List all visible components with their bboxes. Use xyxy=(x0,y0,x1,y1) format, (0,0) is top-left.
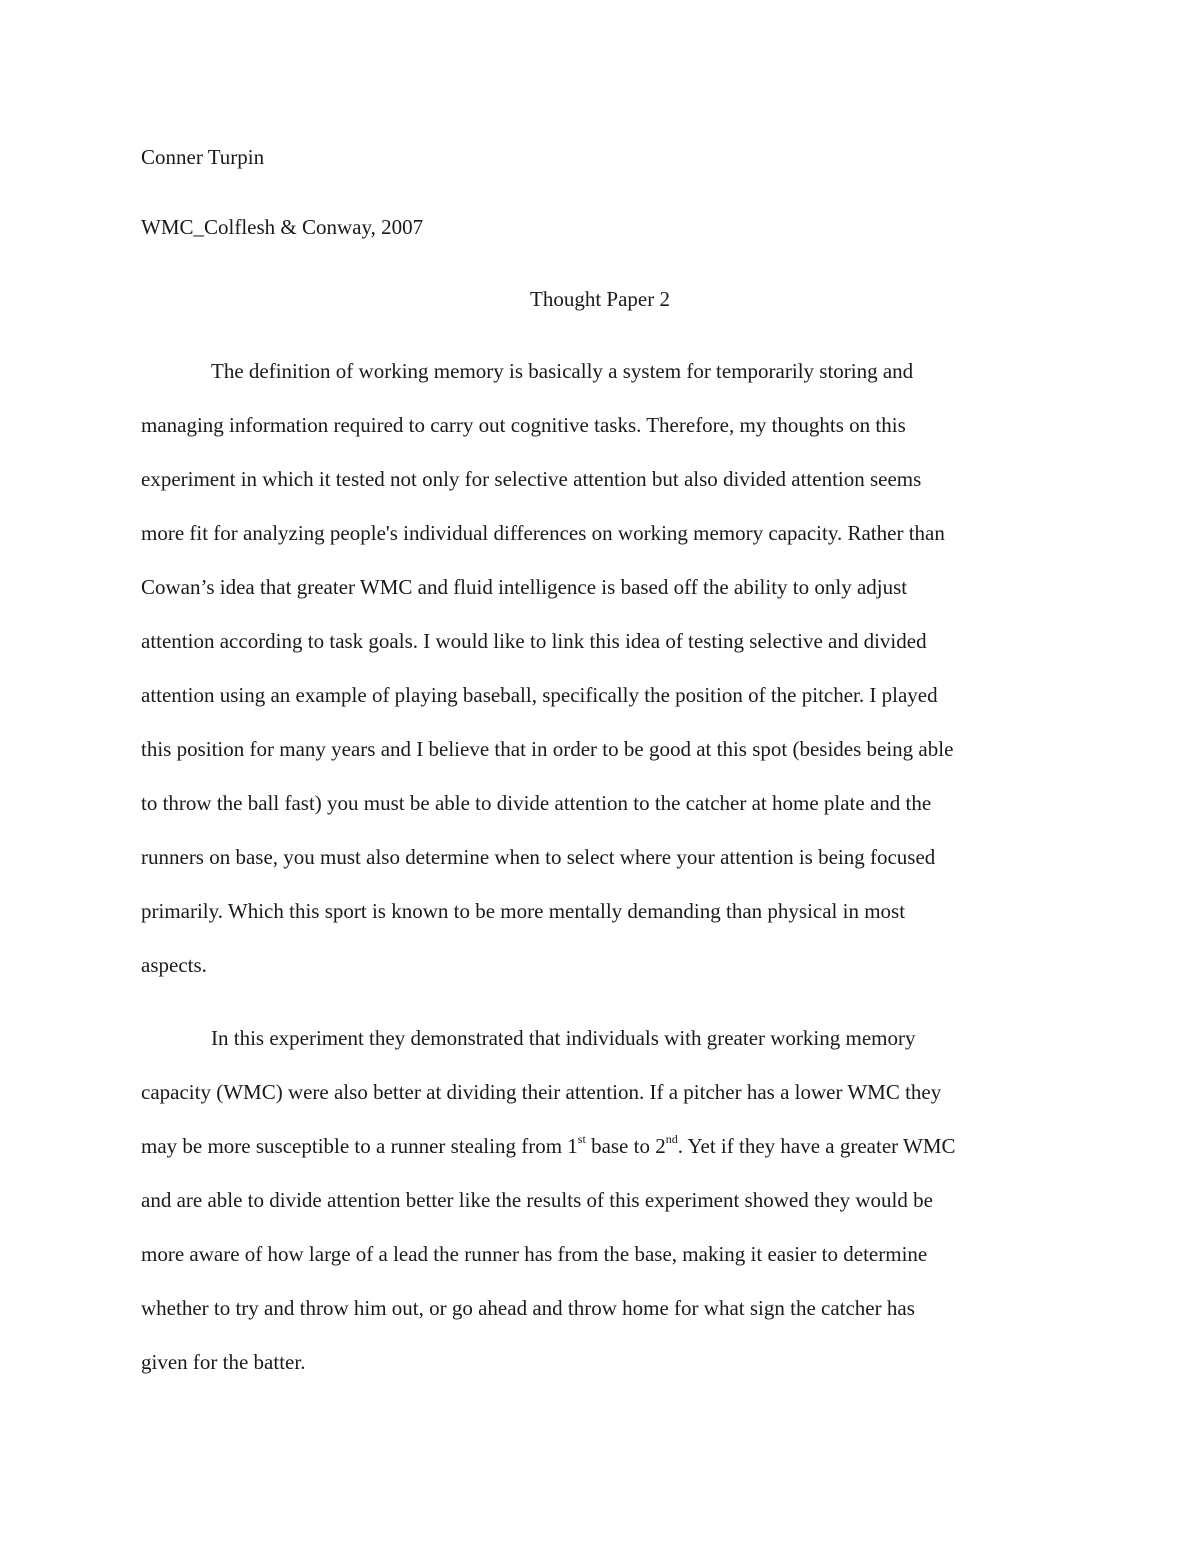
paragraph-2-line-6: whether to try and throw him out, or go ahead and throw home for what sign the catcher has xyxy=(141,1296,915,1320)
paragraph-2-line-2: capacity (WMC) were also better at dividing their attention. If a pitcher has a lower WMC they xyxy=(141,1080,942,1104)
paragraph-1-line-3: experiment in which it tested not only for selective attention but also divided attention seems xyxy=(141,467,922,491)
reference-line: WMC_Colflesh & Conway, 2007 xyxy=(141,215,424,239)
paper-title: Thought Paper 2 xyxy=(530,287,670,311)
paragraph-1-line-6: attention according to task goals. I would like to link this idea of testing selective and divided xyxy=(141,629,927,653)
paragraph-1-line-7: attention using an example of playing baseball, specifically the position of the pitcher. I played xyxy=(141,683,938,707)
line-3-text-a: may be more susceptible to a runner stealing from 1 xyxy=(141,1134,578,1158)
paragraph-1-line-1: The definition of working memory is basically a system for temporarily storing and xyxy=(211,359,914,383)
author-name: Conner Turpin xyxy=(141,145,265,169)
line-3-text-c: . Yet if they have a greater WMC xyxy=(677,1134,956,1158)
paragraph-1-line-8: this position for many years and I believe that in order to be good at this spot (besides being able xyxy=(141,737,954,761)
paragraph-2-line-5: more aware of how large of a lead the runner has from the base, making it easier to determine xyxy=(141,1242,928,1266)
paragraph-1-line-4: more fit for analyzing people's individual differences on working memory capacity. Rather than xyxy=(141,521,945,545)
paragraph-1-line-10: runners on base, you must also determine when to select where your attention is being focused xyxy=(141,845,936,869)
paragraph-1-line-11: primarily. Which this sport is known to be more mentally demanding than physical in most xyxy=(141,899,906,923)
paragraph-1-line-9: to throw the ball fast) you must be able to divide attention to the catcher at home plate and the xyxy=(141,791,932,815)
paragraph-2-line-4: and are able to divide attention better like the results of this experiment showed they would be xyxy=(141,1188,933,1212)
paragraph-2-line-1: In this experiment they demonstrated that individuals with greater working memory xyxy=(211,1026,916,1050)
line-3-text-b: base to 2 xyxy=(585,1134,666,1158)
ordinal-nd-superscript: nd xyxy=(665,1132,678,1146)
paragraph-1-line-12: aspects. xyxy=(141,953,207,977)
paragraph-2-line-3 xyxy=(141,1134,956,1158)
paragraph-2-line-7: given for the batter. xyxy=(141,1350,306,1374)
paragraph-1-line-2: managing information required to carry out cognitive tasks. Therefore, my thoughts on this xyxy=(141,413,906,437)
ordinal-st-superscript: st xyxy=(577,1132,586,1146)
paragraph-1-line-5: Cowan’s idea that greater WMC and fluid intelligence is based off the ability to only adjust xyxy=(141,575,908,599)
